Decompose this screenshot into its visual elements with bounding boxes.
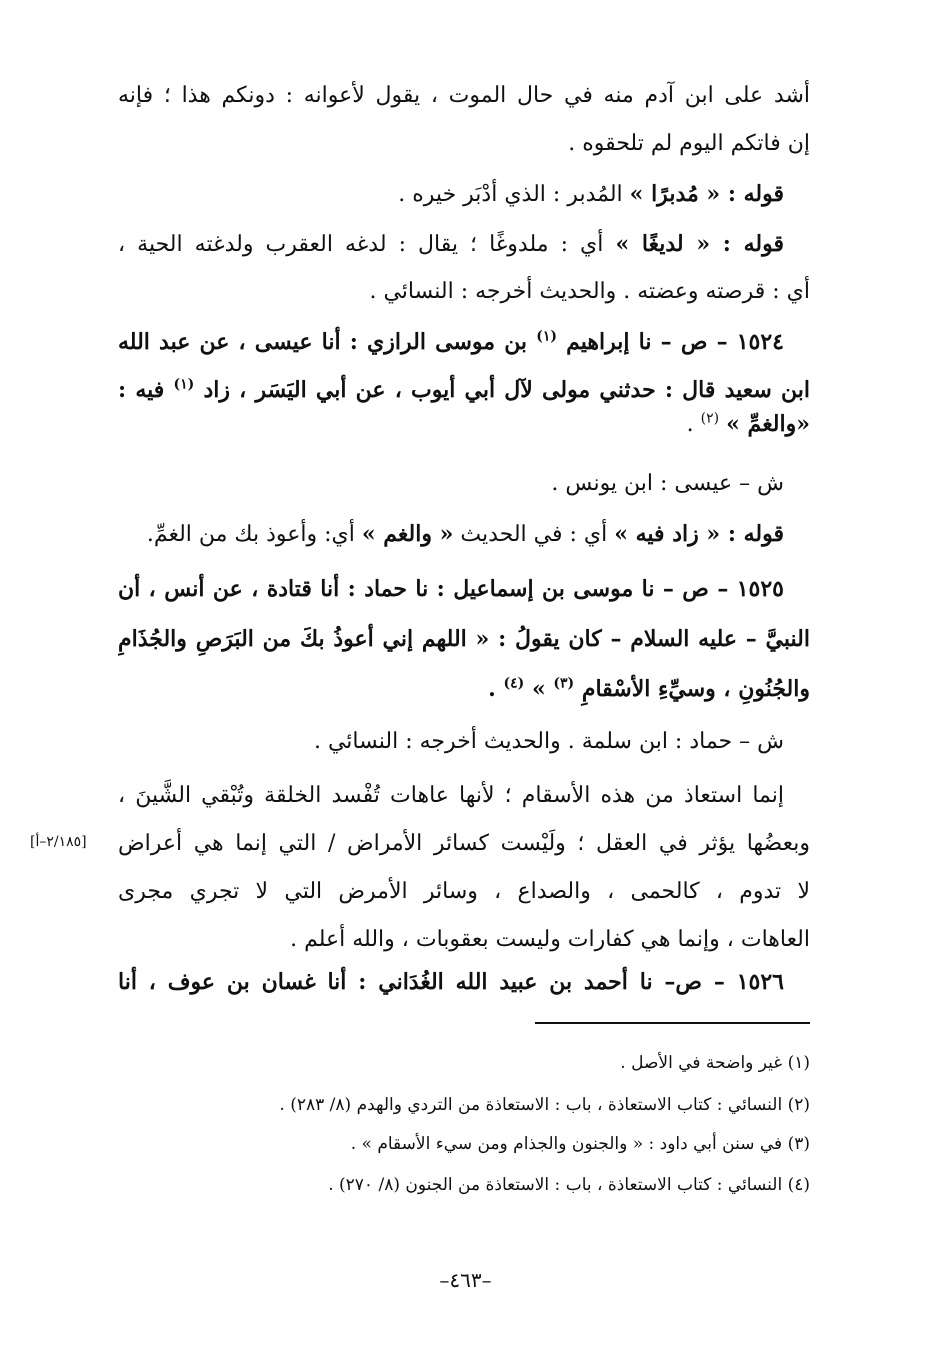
footnote-ref: (٢) [700, 410, 720, 427]
hadith-text: بن موسى الرازي : أنا عيسى ، عن عبد الله [118, 329, 537, 355]
hadith-1524 [118, 318, 810, 414]
paragraph-intro [118, 72, 810, 168]
paragraph-ladigh [118, 220, 810, 316]
manuscript-folio-note: [٢/١٨٥–أ] [30, 834, 87, 850]
quoted-term: « والغم » [361, 521, 454, 547]
text-line: إن فاتكم اليوم لم تلحقوه . [568, 131, 810, 156]
explanation: أي: وأعوذ بك من الغمِّ. [146, 522, 362, 547]
footnote-ref: (١) [536, 328, 557, 345]
text-line [118, 318, 810, 366]
explanation: أي : ملدوغًا ؛ يقال : لدغه العقرب ولدغته الحية ، [118, 232, 616, 257]
sharh-isa [118, 460, 810, 508]
hadith-1524-end [118, 404, 810, 444]
hadith-text: فيه : [118, 377, 174, 403]
paragraph-mudbir [118, 170, 810, 218]
footnote-4: (٤) النسائي : كتاب الاستعاذة ، باب : الاستعاذة من الجنون (٨/ ٢٧٠) . [328, 1175, 810, 1195]
paragraph-commentary [118, 772, 810, 964]
text-line: ش – عيسى : ابن يونس . [551, 471, 784, 496]
text-line: ١٥٢٥ – ص – نا موسى بن إسماعيل : نا حماد : أنا قتادة ، عن أنس ، أن [118, 576, 784, 602]
text-line: إنما استعاذ من هذه الأسقام ؛ لأنها عاهات تُفْسد الخلقة وتُبْقي الشَّينَ ، [118, 783, 784, 808]
text-line: ١٥٢٦ – ص– نا أحمد بن عبيد الله الغُدَاني : أنا غسان بن عوف ، أنا [118, 969, 784, 995]
footnote-ref: (١) [173, 376, 195, 393]
paragraph-zad-fih [118, 510, 810, 558]
text-line: النبيَّ – عليه السلام – كان يقولُ : « اللهم إني أعوذُ بكَ من البَرَصِ والجُذَامِ [118, 626, 810, 652]
sharh-hammad [118, 718, 810, 766]
text-line [118, 220, 810, 268]
text-line [118, 170, 810, 218]
text-line: العاهات ، وإنما هي كفارات وليست بعقوبات ، والله أعلم . [290, 927, 810, 952]
page-number: –٤٦٣– [439, 1268, 492, 1292]
explanation: أي : في الحديث [453, 522, 615, 547]
hadith-text: . [488, 676, 504, 702]
hadith-text: ابن سعيد قال : حدثني مولى لآل أبي أيوب ، عن أبي اليَسَر ، زاد [203, 377, 810, 403]
footnote-divider [535, 1022, 810, 1024]
hadith-text: «والغمِّ » [726, 411, 810, 437]
footnote-ref: (٣) [553, 675, 575, 692]
text-line [118, 510, 810, 558]
quoted-term: قوله : « لديغًا » [615, 231, 784, 257]
text-line: ش – حماد : ابن سلمة . والحديث أخرجه : النسائي . [313, 729, 784, 754]
hadith-text: . [686, 412, 701, 437]
text-line [118, 664, 810, 714]
text-line: وبعضُها يؤثر في العقل ؛ ولَيْست كسائر الأمراض / التي إنما هي أعراض [118, 831, 810, 856]
text-line [118, 404, 810, 444]
hadith-1526 [118, 958, 810, 1006]
text-line: لا تدوم ، كالحمى ، والصداع ، وسائر الأمرض التي لا تجري مجرى [118, 879, 810, 904]
footnote-3: (٣) في سنن أبي داود : « والجنون والجذام ومن سيء الأسقام » . [350, 1134, 810, 1154]
text-line: أشد على ابن آدم منه في حال الموت ، يقول لأعوانه : دونكم هذا ؛ فإنه [118, 83, 810, 108]
text-line: أي : قرصته وعضته . والحديث أخرجه : النسائي . [369, 279, 810, 304]
hadith-text: والجُنُونِ ، وسيِّءِ الأسْقامِ [581, 676, 810, 702]
explanation: المُدبر : الذي أدْبَر خيره . [398, 182, 630, 207]
hadith-1525 [118, 564, 810, 714]
footnote-ref: (٤) [503, 675, 525, 692]
footnote-2: (٢) النسائي : كتاب الاستعاذة ، باب : الاستعاذة من التردي والهدم (٨/ ٢٨٣) . [279, 1095, 810, 1115]
footnote-1: (١) غير واضحة في الأصل . [620, 1053, 810, 1073]
quoted-term: قوله : « زاد فيه » [614, 521, 784, 547]
quoted-term: قوله : « مُدبرًا » [629, 181, 784, 207]
hadith-text: » [531, 676, 554, 702]
hadith-text: ١٥٢٤ – ص – نا إبراهيم [566, 329, 784, 355]
